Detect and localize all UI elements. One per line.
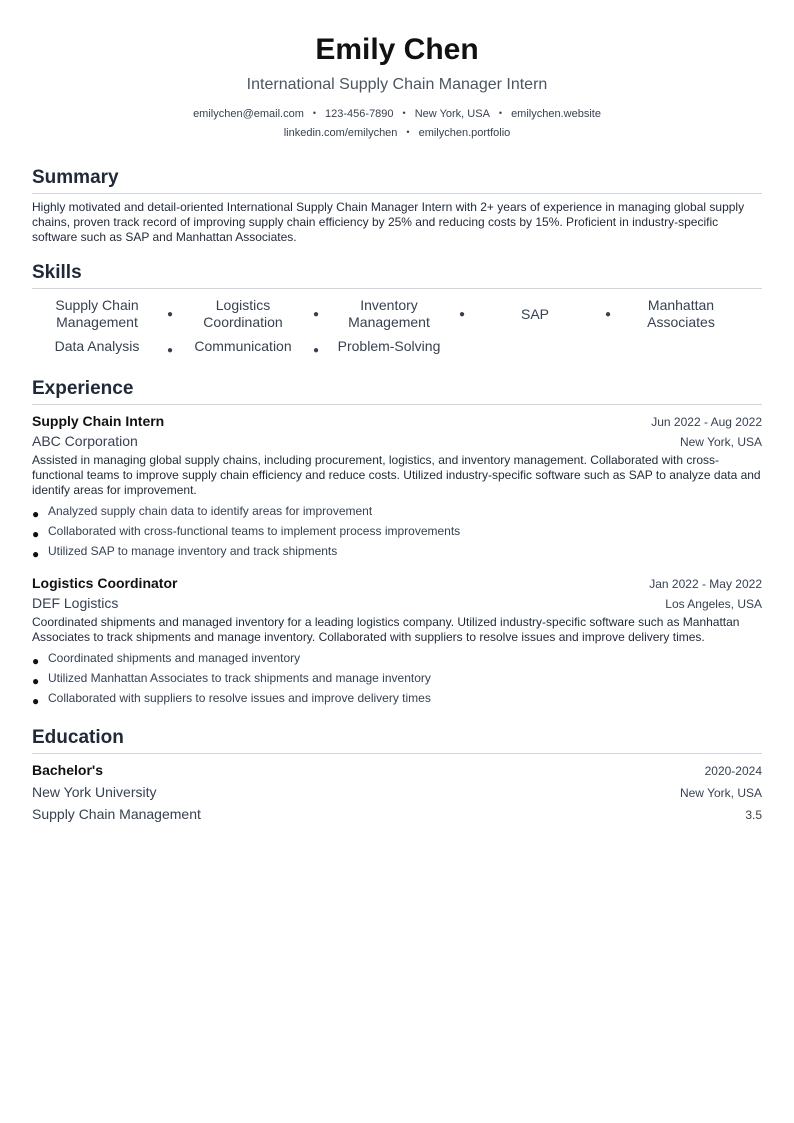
section-heading: Summary	[32, 167, 119, 188]
section-heading: Skills	[32, 262, 82, 283]
bullet-dot-icon: ●	[312, 344, 320, 356]
skill-label: Inventory Management	[348, 297, 430, 330]
job-entry	[32, 573, 762, 708]
section-heading: Education	[32, 727, 124, 748]
bullet-text: Collaborated with suppliers to resolve issues and improve delivery times	[48, 691, 431, 705]
skill-label: Logistics Coordination	[203, 297, 283, 330]
contact-line-2	[32, 123, 762, 142]
bullet-text: Utilized Manhattan Associates to track shipments and manage inventory	[48, 671, 431, 685]
bullet-text: Coordinated shipments and managed inventory	[48, 651, 301, 665]
summary-heading-bar	[32, 166, 762, 194]
skill-item	[32, 295, 178, 333]
job-dates: Jan 2022 - May 2022	[649, 577, 762, 591]
contact-portfolio[interactable]: emilychen.portfolio	[418, 127, 511, 139]
job-bullets	[32, 648, 762, 708]
job-bullets	[32, 501, 762, 561]
list-item	[32, 501, 762, 521]
gpa-value: 3.5	[745, 808, 762, 822]
list-item	[32, 521, 762, 541]
skills-section	[32, 261, 762, 359]
job-description: Assisted in managing global supply chains, including procurement, logistics, and inventory management. Collaborated with cross-functional teams to improve supply chain efficiency and reduce costs. Utilized industry-specific software such as SAP to analyze data and identify areas for improvement.	[32, 453, 761, 497]
company-name: ABC Corporation	[32, 433, 138, 449]
list-item	[32, 648, 762, 668]
contact-location: New York, USA	[414, 108, 490, 120]
summary-section	[32, 166, 762, 245]
list-item	[32, 541, 762, 561]
education-section	[32, 726, 762, 826]
job-dates: Jun 2022 - Aug 2022	[651, 415, 762, 429]
list-item	[32, 668, 762, 688]
contact-website[interactable]: emilychen.website	[511, 108, 601, 120]
separator-dot-icon: •	[312, 108, 317, 118]
contact-email[interactable]: emilychen@email.com	[193, 108, 304, 120]
job-title: Logistics Coordinator	[32, 575, 178, 591]
skill-label: Data Analysis	[54, 337, 140, 354]
candidate-name: Emily Chen	[315, 33, 479, 66]
job-location: Los Angeles, USA	[665, 597, 762, 611]
job-description: Coordinated shipments and managed inventory for a leading logistics company. Utilized industry-specific software such as Manhattan Associates to track shipments and manage inventory. Collaborated with suppliers to resolve issues and improve delivery times.	[32, 615, 740, 644]
contact-line-1	[32, 104, 762, 123]
degree-name: Bachelor's	[32, 762, 104, 778]
job-title: Supply Chain Intern	[32, 413, 165, 429]
bullet-dot-icon: ●	[32, 507, 40, 521]
skill-item	[178, 295, 324, 333]
contact-phone[interactable]: 123-456-7890	[325, 108, 394, 120]
section-heading: Experience	[32, 378, 134, 399]
bullet-dot-icon: ●	[166, 344, 174, 356]
skill-label: Communication	[194, 337, 292, 354]
experience-section	[32, 377, 762, 708]
bullet-dot-icon: ●	[32, 694, 40, 708]
list-item	[32, 688, 762, 708]
bullet-dot-icon: ●	[458, 308, 466, 320]
company-name: DEF Logistics	[32, 595, 119, 611]
school-location: New York, USA	[679, 786, 762, 800]
bullet-text: Analyzed supply chain data to identify areas for improvement	[48, 504, 373, 518]
bullet-dot-icon: ●	[166, 308, 174, 320]
skill-item	[32, 333, 178, 359]
education-entry	[32, 760, 762, 826]
skill-label: Problem-Solving	[337, 337, 441, 354]
skill-item	[616, 295, 746, 333]
separator-dot-icon: •	[406, 127, 410, 137]
job-location: New York, USA	[679, 435, 762, 449]
skill-label: Supply Chain Management	[55, 297, 139, 330]
bullet-text: Utilized SAP to manage inventory and track shipments	[48, 544, 338, 558]
bullet-dot-icon: ●	[604, 308, 612, 320]
education-years: 2020-2024	[704, 764, 762, 778]
bullet-dot-icon: ●	[32, 527, 40, 541]
skill-item	[178, 333, 324, 359]
resume-header	[32, 0, 762, 142]
separator-dot-icon: •	[498, 108, 503, 118]
bullet-text: Collaborated with cross-functional teams to implement process improvements	[48, 524, 461, 538]
experience-heading-bar	[32, 377, 762, 405]
education-heading-bar	[32, 726, 762, 754]
skill-label: Manhattan Associates	[647, 297, 715, 330]
bullet-dot-icon: ●	[32, 547, 40, 561]
skill-item	[324, 333, 454, 359]
job-entry	[32, 411, 762, 561]
summary-text: Highly motivated and detail-oriented International Supply Chain Manager Intern with 2+ years of experience in managing global supply chains, proven track record of improving supply chain efficiency by 25% and reducing costs by 15%. Proficient in industry-specific software such as SAP and Manhattan Associates.	[32, 200, 745, 244]
skill-item	[470, 295, 616, 333]
skill-label: SAP	[520, 305, 549, 322]
candidate-title: International Supply Chain Manager Intern	[246, 76, 548, 93]
bullet-dot-icon: ●	[32, 674, 40, 688]
bullet-dot-icon: ●	[32, 654, 40, 668]
bullet-dot-icon: ●	[312, 308, 320, 320]
school-name: New York University	[32, 784, 157, 800]
contact-linkedin[interactable]: linkedin.com/emilychen	[283, 127, 398, 139]
skills-heading-bar	[32, 261, 762, 289]
skills-list	[32, 295, 762, 359]
skill-item	[324, 295, 470, 333]
separator-dot-icon: •	[402, 108, 406, 118]
field-of-study: Supply Chain Management	[32, 806, 201, 822]
